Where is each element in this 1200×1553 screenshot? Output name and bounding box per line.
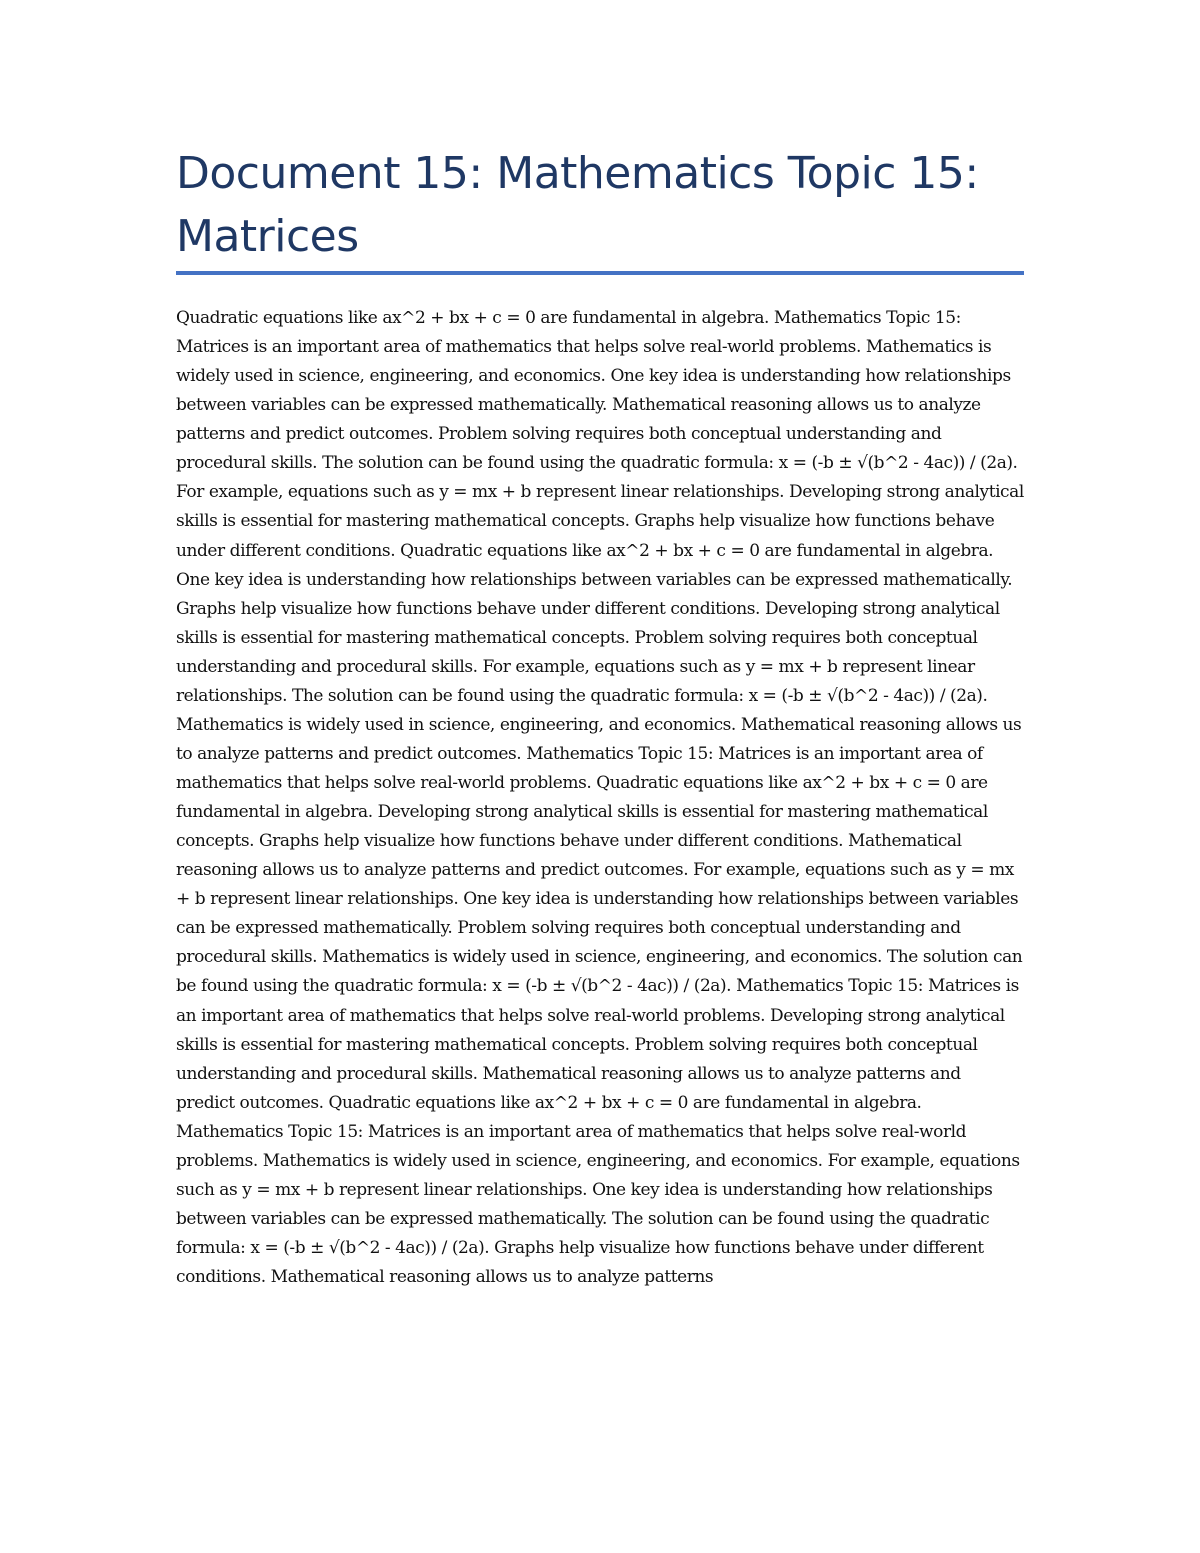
document-title: Document 15: Mathematics Topic 15: Matrices — [176, 148, 979, 262]
title-underline — [176, 271, 1024, 275]
body-paragraph: Quadratic equations like ax^2 + bx + c = 0 are fundamental in algebra. Mathematics Topic 15: Matrices is an important area of mathematics that helps solve real-world problems. Mathematics is widely used in science, engineering, and economics. One key idea is understanding how relationships between variables can be expressed mathematically. Mathematical reasoning allows us to analyze patterns and predict outcomes. Problem solving requires both conceptual understanding and procedural skills. The solution can be found using the quadratic formula: x = (-b ± √(b^2 - 4ac)) / (2a). For example, equations such as y = mx + b represent linear relationships. Developing strong analytical skills is essential for mastering mathematical concepts. Graphs help visualize how functions behave under different conditions. Quadratic equations like ax^2 + bx + c = 0 are fundamental in algebra. One key idea is understanding how relationships between variables can be expressed mathematically. Graphs help visualize how functions behave under different conditions. Developing strong analytical skills is essential for mastering mathematical concepts. Problem solving requires both conceptual understanding and procedural skills. For example, equations such as y = mx + b represent linear relationships. The solution can be found using the quadratic formula: x = (-b ± √(b^2 - 4ac)) / (2a). Mathematics is widely used in science, engineering, and economics. Mathematical reasoning allows us to analyze patterns and predict outcomes. Mathematics Topic 15: Matrices is an important area of mathematics that helps solve real-world problems. Quadratic equations like ax^2 + bx + c = 0 are fundamental in algebra. Developing strong analytical skills is essential for mastering mathematical concepts. Graphs help visualize how functions behave under different conditions. Mathematical reasoning allows us to analyze patterns and predict outcomes. For example, equations such as y = mx + b represent linear relationships. One key idea is understanding how relationships between variables can be expressed mathematically. Problem solving requires both conceptual understanding and procedural skills. Mathematics is widely used in science, engineering, and economics. The solution can be found using the quadratic formula: x = (-b ± √(b^2 - 4ac)) / (2a). Mathematics Topic 15: Matrices is an important area of mathematics that helps solve real-world problems. Developing strong analytical skills is essential for mastering mathematical concepts. Problem solving requires both conceptual understanding and procedural skills. Mathematical reasoning allows us to analyze patterns and predict outcomes. Quadratic equations like ax^2 + bx + c = 0 are fundamental in algebra. Mathematics Topic 15: Matrices is an important area of mathematics that helps solve real-world problems. Mathematics is widely used in science, engineering, and economics. For example, equations such as y = mx + b represent linear relationships. One key idea is understanding how relationships between variables can be expressed mathematically. The solution can be found using the quadratic formula: x = (-b ± √(b^2 - 4ac)) / (2a). Graphs help visualize how functions behave under different conditions. Mathematical reasoning allows us to analyze patterns — [176, 308, 1024, 1288]
